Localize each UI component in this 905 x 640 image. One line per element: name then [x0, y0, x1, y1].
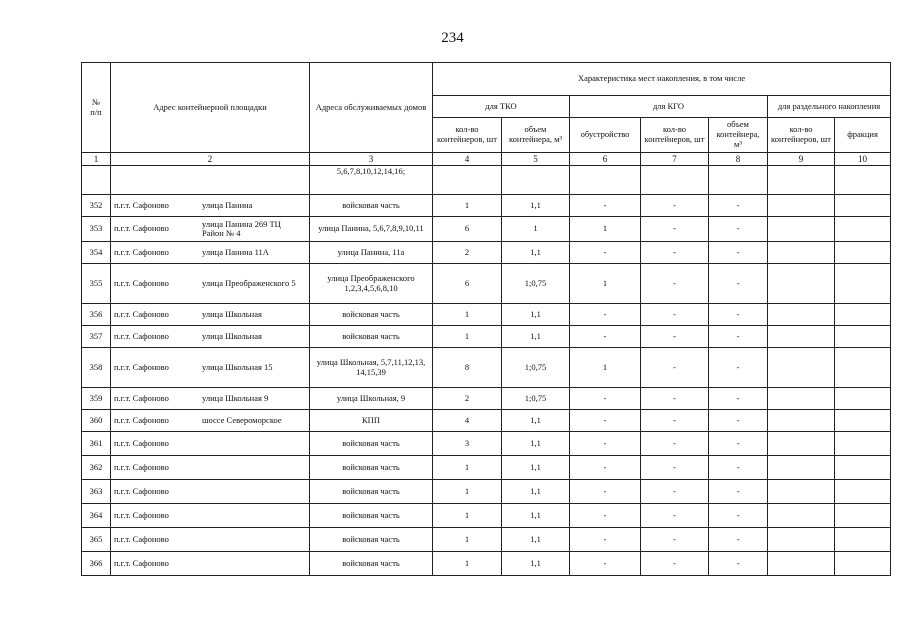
cell-kgo-equip: - [570, 552, 641, 576]
cell-street: улица Преображенского 5 [202, 278, 296, 289]
cell-tko-volume: 1,1 [502, 432, 570, 456]
waste-sites-table [81, 62, 891, 576]
cell-tko-volume: 1,1 [502, 504, 570, 528]
cell-sep-count [768, 552, 835, 576]
cell-sep-fraction [835, 326, 891, 348]
cell-sep-fraction [835, 504, 891, 528]
header-sep-fraction: фракция [835, 118, 891, 153]
cell-houses: войсковая часть [310, 504, 433, 528]
col-index: 9 [768, 153, 835, 166]
table-row [82, 528, 891, 552]
cell-houses: войсковая часть [310, 528, 433, 552]
cell-sep-count [768, 504, 835, 528]
cell-houses: улица Преображенского 1,2,3,4,5,6,8,10 [310, 264, 433, 304]
table-body [82, 195, 891, 576]
col-index: 2 [111, 153, 310, 166]
cell-kgo-equip: - [570, 195, 641, 217]
cell-tko-volume: 1,1 [502, 480, 570, 504]
cell-kgo-volume: - [709, 456, 768, 480]
cell-kgo-count: - [641, 264, 709, 304]
col-index: 5 [502, 153, 570, 166]
cell-sep-fraction [835, 552, 891, 576]
cell-houses: войсковая часть [310, 480, 433, 504]
cell-sep-count [768, 217, 835, 242]
cell-kgo-volume: - [709, 388, 768, 410]
cell-kgo-volume: - [709, 504, 768, 528]
col-index: 8 [709, 153, 768, 166]
cell-tko-volume: 1 [502, 217, 570, 242]
table-row [82, 456, 891, 480]
cell-kgo-volume: - [709, 552, 768, 576]
cell-houses: войсковая часть [310, 432, 433, 456]
cell-settlement: п.г.т. Сафоново [114, 330, 169, 341]
cell-kgo-equip: 1 [570, 217, 641, 242]
page-number: 234 [441, 30, 464, 46]
cell-kgo-volume: - [709, 326, 768, 348]
cell-sep-count [768, 264, 835, 304]
cell-settlement: п.г.т. Сафоново [114, 246, 169, 257]
cell-settlement: п.г.т. Сафоново [114, 199, 169, 210]
cell-settlement: п.г.т. Сафоново [114, 277, 169, 288]
cell-houses: улица Школьная, 5,7,11,12,13, 14,15,39 [310, 348, 433, 388]
cell-tko-count: 3 [433, 432, 502, 456]
cell-num: 363 [82, 480, 111, 504]
cell-sep-fraction [835, 388, 891, 410]
cell-sep-count [768, 348, 835, 388]
cell-houses: войсковая часть [310, 456, 433, 480]
cell-street: улица Школьная 15 [202, 362, 273, 373]
table-row [82, 195, 891, 217]
cell-kgo-equip: - [570, 326, 641, 348]
cell-address [111, 528, 310, 552]
cell-tko-count: 1 [433, 456, 502, 480]
cell-kgo-volume: - [709, 195, 768, 217]
cell-tko-count: 2 [433, 242, 502, 264]
cell-settlement: п.г.т. Сафоново [114, 361, 169, 372]
cell-kgo-equip: - [570, 456, 641, 480]
cell-num: 359 [82, 388, 111, 410]
table-row [82, 264, 891, 304]
cell-street: шоссе Североморское [202, 415, 282, 426]
cell-houses: войсковая часть [310, 304, 433, 326]
cell-sep-fraction [835, 264, 891, 304]
table-row [82, 326, 891, 348]
cell-tko-count: 2 [433, 388, 502, 410]
cell-kgo-equip: - [570, 504, 641, 528]
cell-kgo-volume: - [709, 304, 768, 326]
cell-kgo-equip: - [570, 410, 641, 432]
cell-settlement: п.г.т. Сафоново [114, 223, 169, 234]
table-header [82, 63, 891, 195]
cell-kgo-count: - [641, 504, 709, 528]
cell-tko-count: 1 [433, 195, 502, 217]
cell-address [111, 304, 310, 326]
cell-address [111, 264, 310, 304]
cell-settlement: п.г.т. Сафоново [114, 392, 169, 403]
cell-sep-count [768, 242, 835, 264]
cell-houses: улица Панина, 11а [310, 242, 433, 264]
cell-sep-fraction [835, 217, 891, 242]
cell-kgo-count: - [641, 410, 709, 432]
cell-tko-volume: 1,1 [502, 326, 570, 348]
cell-tko-count: 1 [433, 552, 502, 576]
cell-street: улица Панина 11А [202, 247, 269, 258]
cell-tko-count: 6 [433, 264, 502, 304]
cell-tko-volume: 1;0,75 [502, 348, 570, 388]
cell-street: улица Панина [202, 200, 253, 211]
cell-tko-volume: 1,1 [502, 242, 570, 264]
table-row [82, 410, 891, 432]
cell-address [111, 480, 310, 504]
cell-num: 358 [82, 348, 111, 388]
cell-tko-count: 1 [433, 528, 502, 552]
cell-kgo-count: - [641, 348, 709, 388]
cell-houses: войсковая часть [310, 195, 433, 217]
cell-address [111, 456, 310, 480]
cell-kgo-volume: - [709, 528, 768, 552]
header-kgo-count: кол-во контейнеров, шт [641, 118, 709, 153]
header-characteristics: Характеристика мест накопления, в том числе [433, 63, 891, 96]
cell-address [111, 348, 310, 388]
cell-kgo-equip: - [570, 304, 641, 326]
header-tko: для ТКО [433, 96, 570, 118]
cell-tko-count: 1 [433, 480, 502, 504]
cell-num: 353 [82, 217, 111, 242]
cell-street: улица Школьная [202, 331, 262, 342]
cell-sep-count [768, 195, 835, 217]
cell-sep-fraction [835, 410, 891, 432]
cell-tko-count: 1 [433, 504, 502, 528]
cell-num: 364 [82, 504, 111, 528]
cell-tko-volume: 1;0,75 [502, 388, 570, 410]
cell-sep-fraction [835, 528, 891, 552]
cell-kgo-volume: - [709, 264, 768, 304]
cell-settlement: п.г.т. Сафоново [114, 509, 169, 520]
cell-sep-count [768, 326, 835, 348]
cell-street: улица Панина 269 ТЦ Район № 4 [202, 218, 281, 239]
cell-address [111, 195, 310, 217]
col-index: 7 [641, 153, 709, 166]
cell-address [111, 388, 310, 410]
cell-tko-count: 4 [433, 410, 502, 432]
cell-street: улица Школьная 9 [202, 393, 269, 404]
table-row [82, 304, 891, 326]
cell-kgo-count: - [641, 195, 709, 217]
cell-kgo-count: - [641, 242, 709, 264]
cell-settlement: п.г.т. Сафоново [114, 308, 169, 319]
cell-kgo-equip: 1 [570, 348, 641, 388]
cell-tko-volume: 1,1 [502, 195, 570, 217]
table-row [82, 504, 891, 528]
cell-address [111, 552, 310, 576]
cell-sep-fraction [835, 195, 891, 217]
cell-houses: 5,6,7,8,10,12,14,16; [310, 166, 433, 195]
table-row [82, 432, 891, 456]
col-index: 4 [433, 153, 502, 166]
header-separate: для раздельного накопления [768, 96, 891, 118]
table-row [82, 348, 891, 388]
cell-num: 365 [82, 528, 111, 552]
col-index: 10 [835, 153, 891, 166]
cell-num: 366 [82, 552, 111, 576]
col-index: 1 [82, 153, 111, 166]
cell-tko-volume: 1;0,75 [502, 264, 570, 304]
cell-num: 360 [82, 410, 111, 432]
cell-num: 362 [82, 456, 111, 480]
cell-kgo-volume: - [709, 348, 768, 388]
header-tko-volume: объем контейнера, м³ [502, 118, 570, 153]
cell-kgo-count: - [641, 326, 709, 348]
cell-kgo-count: - [641, 217, 709, 242]
cell-kgo-equip: 1 [570, 264, 641, 304]
cell-kgo-count: - [641, 388, 709, 410]
cell-kgo-count: - [641, 432, 709, 456]
header-kgo-equip: обустройство [570, 118, 641, 153]
cell-kgo-count: - [641, 552, 709, 576]
cell-num: 357 [82, 326, 111, 348]
cell-sep-count [768, 480, 835, 504]
column-index-row [82, 153, 891, 166]
cell-sep-count [768, 304, 835, 326]
header-houses: Адреса обслуживаемых домов [310, 63, 433, 153]
cell-houses: улица Школьная, 9 [310, 388, 433, 410]
cell-kgo-volume: - [709, 432, 768, 456]
table-row [82, 480, 891, 504]
cell-tko-volume: 1,1 [502, 456, 570, 480]
cell-settlement: п.г.т. Сафоново [114, 485, 169, 496]
cell-tko-volume: 1,1 [502, 552, 570, 576]
cell-houses: войсковая часть [310, 552, 433, 576]
cell-tko-count: 1 [433, 326, 502, 348]
cell-tko-volume: 1,1 [502, 410, 570, 432]
cell-sep-fraction [835, 348, 891, 388]
cell-address [111, 410, 310, 432]
cell-houses: улица Панина, 5,6,7,8,9,10,11 [310, 217, 433, 242]
table-row [82, 217, 891, 242]
col-index: 6 [570, 153, 641, 166]
cell-sep-count [768, 528, 835, 552]
cell-sep-count [768, 388, 835, 410]
cell-houses: войсковая часть [310, 326, 433, 348]
cell-address [111, 504, 310, 528]
cell-kgo-equip: - [570, 388, 641, 410]
cell-address [111, 432, 310, 456]
cell-kgo-count: - [641, 304, 709, 326]
cell-sep-count [768, 410, 835, 432]
cell-kgo-equip: - [570, 242, 641, 264]
cell-sep-fraction [835, 242, 891, 264]
cell-num: 352 [82, 195, 111, 217]
cell-address [111, 326, 310, 348]
cell-num: 356 [82, 304, 111, 326]
cell-sep-fraction [835, 480, 891, 504]
cell-tko-count: 6 [433, 217, 502, 242]
header-sep-count: кол-во контейнеров, шт [768, 118, 835, 153]
cell-kgo-equip: - [570, 432, 641, 456]
cell-address [111, 242, 310, 264]
header-kgo: для КГО [570, 96, 768, 118]
table-row [82, 242, 891, 264]
header-kgo-volume: объем контейнера, м³ [709, 118, 768, 153]
cell-kgo-count: - [641, 456, 709, 480]
header-address: Адрес контейнерной площадки [111, 63, 310, 153]
cell-settlement: п.г.т. Сафоново [114, 533, 169, 544]
header-tko-count: кол-во контейнеров, шт [433, 118, 502, 153]
cell-sep-fraction [835, 304, 891, 326]
cell-sep-fraction [835, 432, 891, 456]
cell-settlement: п.г.т. Сафоново [114, 557, 169, 568]
cell-settlement: п.г.т. Сафоново [114, 437, 169, 448]
cell-kgo-volume: - [709, 242, 768, 264]
cell-kgo-count: - [641, 528, 709, 552]
cell-num: 361 [82, 432, 111, 456]
cell-num: 355 [82, 264, 111, 304]
cell-address [111, 217, 310, 242]
cell-sep-fraction [835, 456, 891, 480]
cell-kgo-volume: - [709, 480, 768, 504]
cell-settlement: п.г.т. Сафоново [114, 414, 169, 425]
cell-num: 354 [82, 242, 111, 264]
cell-kgo-volume: - [709, 410, 768, 432]
cell-kgo-equip: - [570, 480, 641, 504]
cell-settlement: п.г.т. Сафоново [114, 461, 169, 472]
cell-sep-count [768, 456, 835, 480]
cell-tko-count: 1 [433, 304, 502, 326]
cell-kgo-volume: - [709, 217, 768, 242]
cell-kgo-equip: - [570, 528, 641, 552]
continued-row [82, 166, 891, 195]
table-row [82, 552, 891, 576]
cell-tko-volume: 1,1 [502, 528, 570, 552]
cell-kgo-count: - [641, 480, 709, 504]
cell-tko-volume: 1,1 [502, 304, 570, 326]
table-row [82, 388, 891, 410]
col-index: 3 [310, 153, 433, 166]
cell-street: улица Школьная [202, 309, 262, 320]
cell-tko-count: 8 [433, 348, 502, 388]
header-num: № п/п [82, 63, 111, 153]
cell-houses: КПП [310, 410, 433, 432]
cell-sep-count [768, 432, 835, 456]
